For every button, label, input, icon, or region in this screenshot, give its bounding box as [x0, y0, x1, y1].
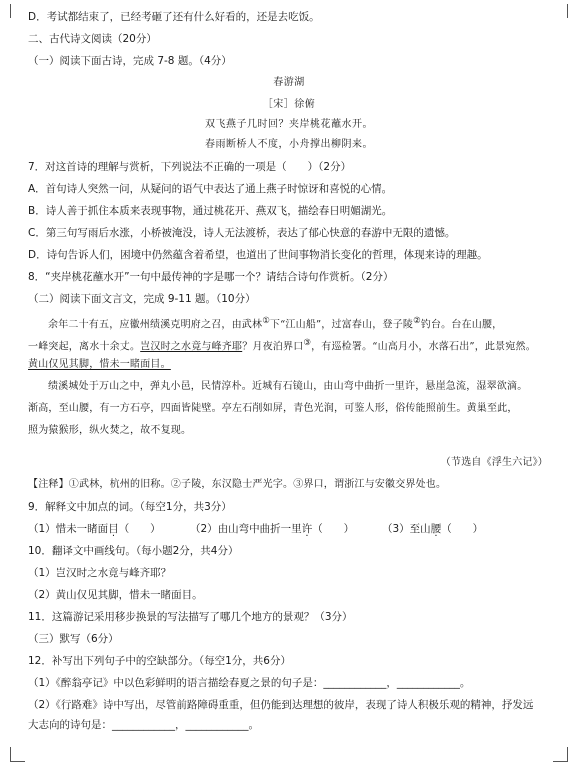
option-d-line: D．考试都结束了，已经考砸了还有什么好看的，还是去吃饭。 — [28, 11, 320, 23]
dotted-word: 许 — [301, 523, 313, 535]
question-7-option-a: A．首句诗人突然一问，从疑问的语气中表达了通上燕子时惊讶和喜悦的心情。 — [28, 183, 393, 195]
question-12-item-2-line-1: （2）《行路难》诗中写出，尽管前路障碍重重，但仍能到达理想的彼岸，表现了诗人积极乐观的精神，抒发远 — [28, 699, 534, 711]
subsection-poem-instructions: （一）阅读下面古诗，完成 7-8 题。（4分） — [28, 55, 232, 67]
footnote-marker: ② — [413, 315, 421, 325]
passage-text: 下“江山船”，过富春山，登子陵 — [269, 319, 414, 331]
passage-paragraph-1-line-3: 黄山仅见其脚，惜未一睹面目。 — [28, 359, 171, 370]
footnote-marker: ① — [262, 315, 270, 325]
passage-source: （节选自《浮生六记》） — [440, 457, 548, 468]
question-12-item-2-line-2: 大志向的诗句是：____________，____________。 — [28, 719, 259, 731]
question-10-item-2: （2）黄山仅见其脚，惜未一睹面目。 — [28, 589, 203, 601]
question-7: 7．对这首诗的理解与赏析，下列说法不正确的一项是（ ）（2分） — [28, 161, 352, 173]
passage-paragraph-1-line-2 — [28, 338, 536, 352]
passage-paragraph-1-line-1 — [48, 316, 502, 330]
passage-paragraph-2-line-1: 绩溪城处于万山之中，弹丸小邑，民情淳朴。近城有石镜山，由山弯中曲折一里许，悬崖急流，湿翠欲滴。 — [48, 381, 528, 392]
footnote-marker: ③ — [303, 337, 312, 347]
item-text: （3）至山 — [382, 523, 431, 535]
poem-title: 春游湖 — [273, 77, 305, 88]
subsection-prose-instructions: （二）阅读下面文言文，完成 9-11 题。（10分） — [28, 293, 256, 305]
dotted-word: 目 — [108, 523, 119, 535]
poem-line-1: 双飞燕子几时回？夹岸桃花蘸水开。 — [205, 119, 373, 130]
question-11: 11．这篇游记采用移步换景的写法描写了哪几个地方的景观？（3分） — [28, 611, 353, 623]
passage-text: ，有巡检署。“山高月小，水落石出”，此景宛然。 — [311, 341, 536, 353]
item-text: （2）由山弯中曲折一里 — [190, 523, 302, 535]
question-10: 10．翻译文中画线句。（每小题2分，共4分） — [28, 545, 239, 557]
crop-mark-bottom-right — [553, 747, 568, 762]
answer-blank: （ ） — [441, 523, 484, 535]
passage-text: ？月夜泊界口 — [242, 341, 304, 353]
question-12: 12．补写出下列句子中的空缺部分。（每空1分，共6分） — [28, 655, 291, 667]
question-9-item-2 — [190, 524, 354, 535]
dotted-word: 腰 — [430, 523, 442, 535]
section-heading-classical: 二、古代诗文阅读（20分） — [28, 33, 157, 45]
passage-paragraph-2-line-2: 渐高，至山腰，有一方石亭，四面皆陡壁。亭左石削如屏，青色光润，可鉴人形，俗传能照前生。黄巢至此， — [28, 403, 518, 414]
passage-paragraph-2-line-3: 照为猿猴形，纵火焚之，故不复现。 — [28, 425, 192, 436]
passage-text: 钓台。台在山腰， — [420, 319, 503, 331]
underlined-sentence: 岂汉时之水竟与峰齐耶 — [140, 341, 243, 353]
crop-mark-bottom-left — [10, 747, 25, 762]
subsection-dictation: （三）默写（6分） — [28, 633, 119, 645]
footnotes: 【注释】①武林，杭州的旧称。②子陵，东汉隐士严光字。③界口，谓浙江与安徽交界处也。 — [28, 479, 447, 490]
question-7-option-d: D．诗句告诉人们，困境中仍然蕴含着希望，也道出了世间事物消长变化的哲理，体现来诗的理趣。 — [28, 249, 488, 261]
question-9-item-1 — [28, 524, 161, 535]
answer-blank: （ ） — [118, 523, 161, 535]
passage-text: 余年二十有五，应徽州绩溪克明府之召，由武林 — [48, 319, 263, 331]
question-8: 8．“夹岸桃花蘸水开”一句中最传神的字是哪一个？请结合诗句作赏析。（2分） — [28, 271, 394, 283]
question-12-item-1: （1）《醉翁亭记》中以色彩鲜明的语言描绘春夏之景的句子是：____________，____________。 — [28, 677, 471, 689]
question-7-option-b: B．诗人善于抓住本质来表现事物，通过桃花开、燕双飞，描绘春日明媚湖光。 — [28, 205, 393, 217]
answer-blank: （ ） — [312, 523, 355, 535]
crop-mark-top-left — [10, 4, 25, 18]
poem-author: ［宋］徐俯 — [262, 99, 316, 110]
question-9: 9．解释文中加点的词。（每空1分，共3分） — [28, 501, 232, 513]
question-10-item-1: （1）岂汉时之水竟与峰齐耶？ — [28, 567, 172, 579]
question-7-option-c: C．第三句写雨后水涨，小桥被淹没，诗人无法渡桥，表达了郁心快意的春游中无限的遗憾。 — [28, 227, 456, 239]
item-text: （1）惜未一睹面 — [28, 523, 109, 535]
question-9-item-3 — [382, 524, 483, 535]
crop-mark-top-right — [553, 4, 568, 18]
passage-text: 一峰突起，离水十余丈。 — [28, 341, 141, 353]
poem-line-2: 春雨断桥人不度，小舟撑出柳阴来。 — [205, 139, 373, 150]
